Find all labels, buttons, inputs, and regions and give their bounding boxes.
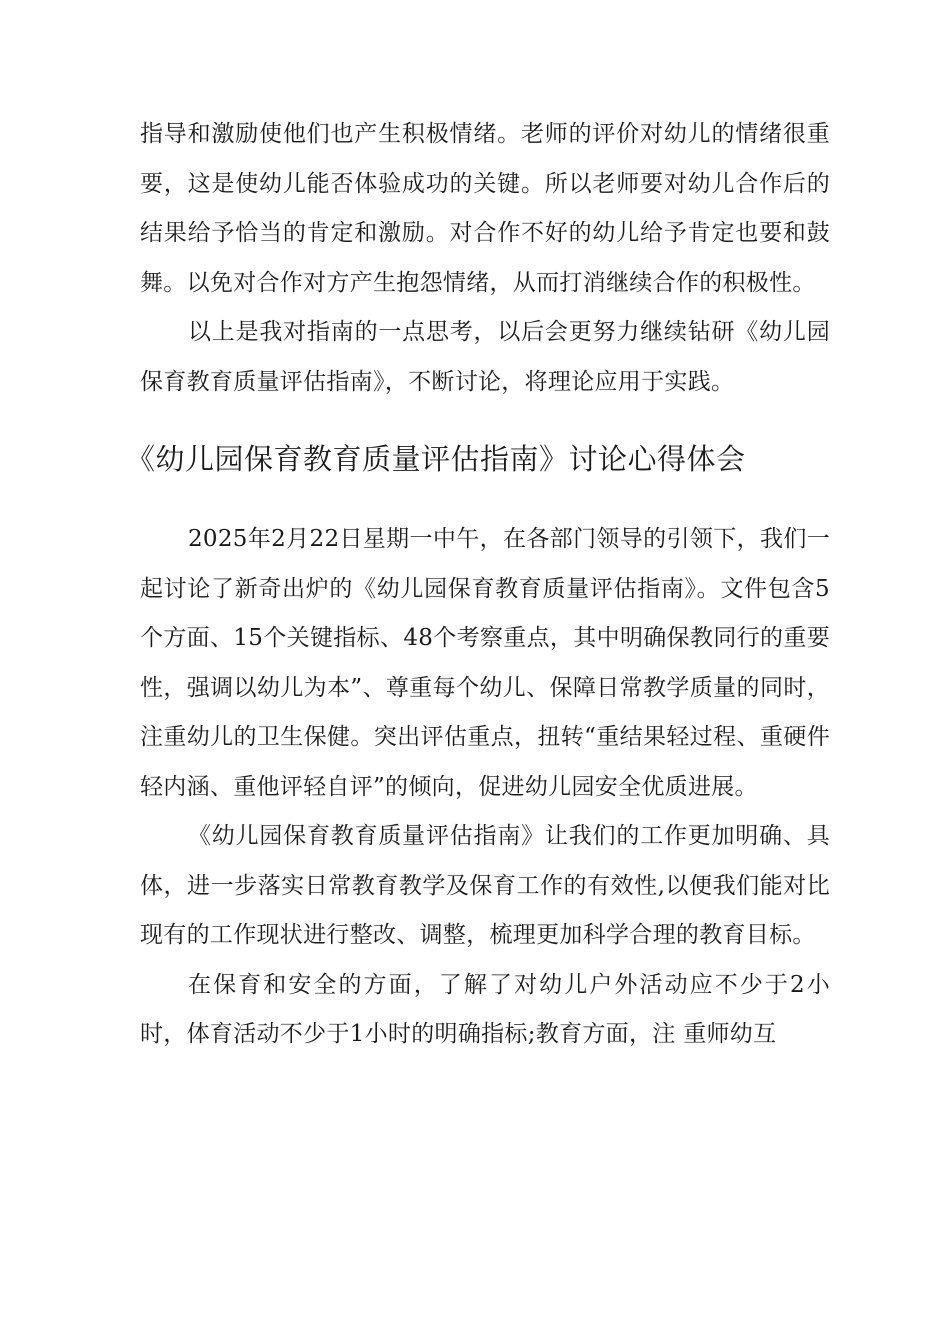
paragraph-5: 在保育和安全的方面，了解了对幼儿户外活动应不少于2小时，体育活动不少于1小时的明确指标;教育方面，注 重师幼互: [140, 971, 830, 1047]
paragraph-1: 指导和激励使他们也产生积极情绪。老师的评价对幼儿的情绪很重要，这是使幼儿能否体验成功的关键。所以老师要对幼儿合作后的结果给予恰当的肯定和激励。对合作不好的幼儿给予肯定也要和鼓舞。以免对合作对方产生抱怨情绪，从而打消继续合作的积极性。: [140, 121, 830, 296]
paragraph-4: 《幼儿园保育教育质量评估指南》让我们的工作更加明确、具体，进一步落实日常教育教学及保育工作的有效性,以便我们能对比现有的工作现状进行整改、调整，梳理更加科学合理的教育目标。: [140, 823, 830, 948]
document-body: [126, 110, 830, 1060]
section-heading: 《幼儿园保育教育质量评估指南》讨论心得体会: [126, 442, 746, 476]
paragraph-3: 2025年2月22日星期一中午，在各部门领导的引领下，我们一起讨论了新奇出炉的《幼儿园保育教育质量评估指南》。文件包含5个方面、15个关键指标、48个考察重点，其中明确保教同行的重要性，强调以幼儿为本”、尊重每个幼儿、保障日常教学质量的同时，注重幼儿的卫生保健。突出评估重点，扭转“重结果轻过程、重硬件轻内涵、重他评轻自评”的倾向，促进幼儿园安全优质进展。: [140, 526, 830, 800]
paragraph-2: 以上是我对指南的一点思考，以后会更努力继续钻研《幼儿园保育教育质量评估指南》，不断讨论，将理论应用于实践。: [140, 319, 830, 395]
